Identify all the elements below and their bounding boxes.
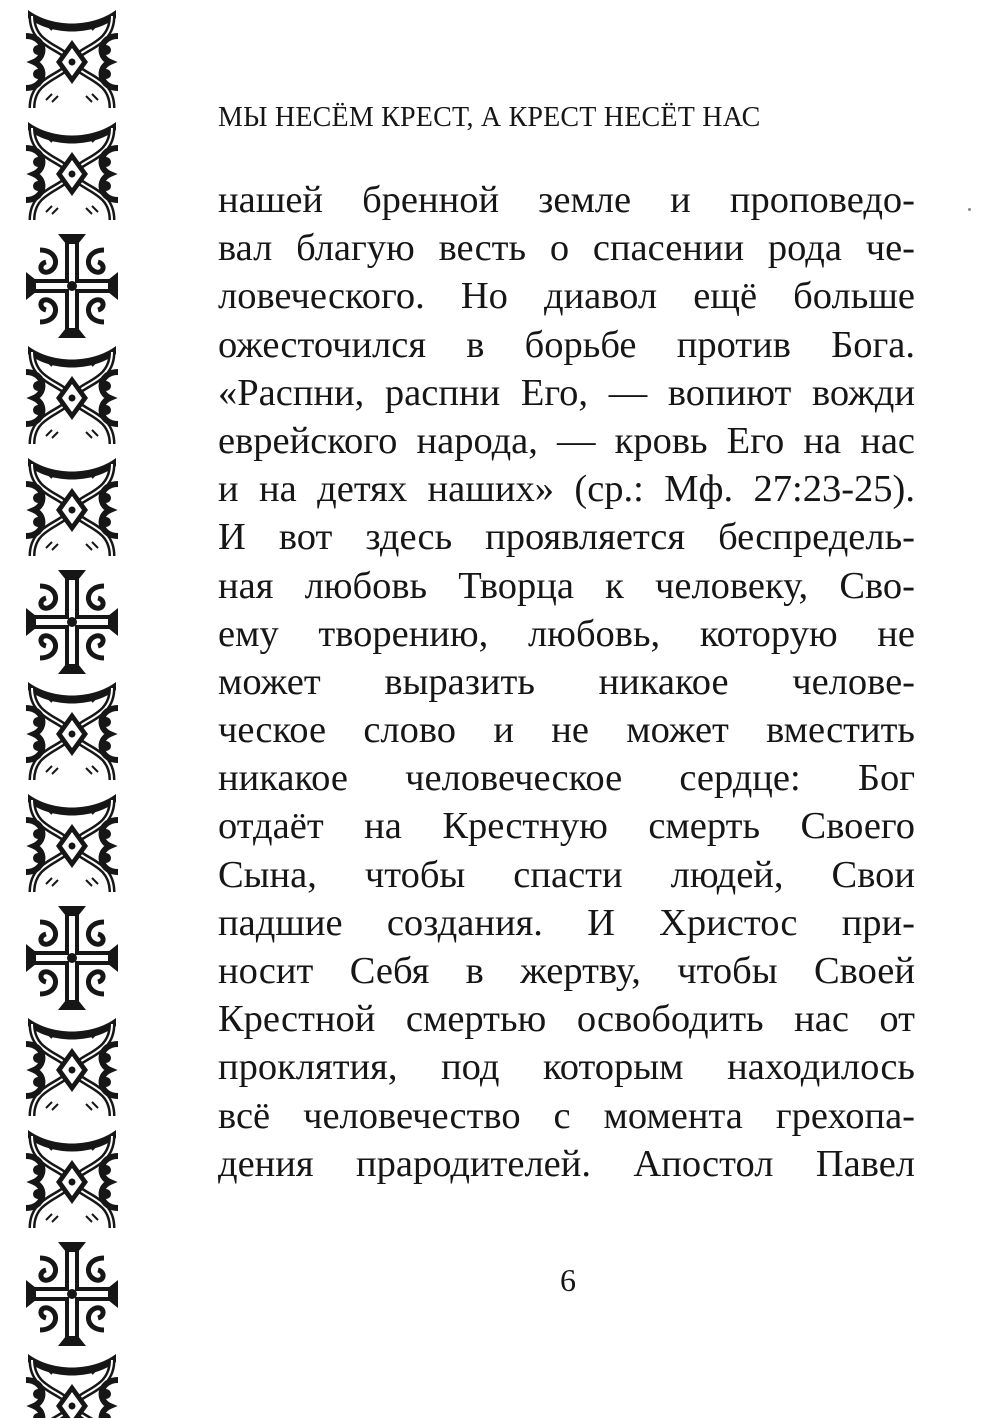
text-line: отдаёт на Крестную смерть Своего — [218, 805, 915, 848]
page-number: 6 — [560, 1262, 576, 1298]
interlace-ornament-icon — [22, 6, 122, 1418]
ornamental-border-icon — [22, 6, 122, 1418]
text-line: ему творению, любовь, которую не — [218, 612, 915, 655]
text-line: никакое человеческое сердце: Бог — [218, 757, 915, 800]
text-line: дения прародителей. Апостол Павел — [218, 1142, 915, 1185]
text-line: носит Себя в жертву, чтобы Своей — [218, 950, 915, 992]
text-line: нашей бренной земле и проповедо- — [218, 179, 915, 221]
text-line: ожесточился в борьбе против Бога. — [218, 323, 915, 366]
text-line: ловеческого. Но диавол ещё больше — [218, 275, 915, 318]
scan-speck — [968, 208, 971, 211]
text-line: проклятия, под которым находилось — [218, 1046, 915, 1089]
text-line: ческое слово и не может вместить — [218, 709, 915, 752]
text-line: всё человечество с момента грехопа- — [218, 1094, 915, 1137]
text-line: падшие создания. И Христос при- — [218, 901, 915, 944]
text-line: Сына, чтобы спасти людей, Свои — [218, 853, 915, 896]
body-text — [218, 176, 915, 1188]
text-line: еврейского народа, — кровь Его на нас — [218, 419, 915, 462]
text-line: вал благую весть о спасении рода че- — [218, 227, 915, 270]
text-line: «Распни, распни Его, — вопиют вожди — [218, 371, 915, 414]
text-line: ная любовь Творца к человеку, Сво- — [218, 564, 915, 607]
running-head-title: МЫ НЕСЁМ КРЕСТ, А КРЕСТ НЕСЁТ НАС — [218, 102, 761, 133]
text-line: Крестной смертью освободить нас от — [218, 998, 915, 1041]
text-line: может выразить никакое челове- — [218, 660, 915, 703]
text-line: и на детях наших» (ср.: Мф. 27:23-25). — [218, 468, 915, 511]
text-line: И вот здесь проявляется беспредель- — [218, 516, 915, 559]
